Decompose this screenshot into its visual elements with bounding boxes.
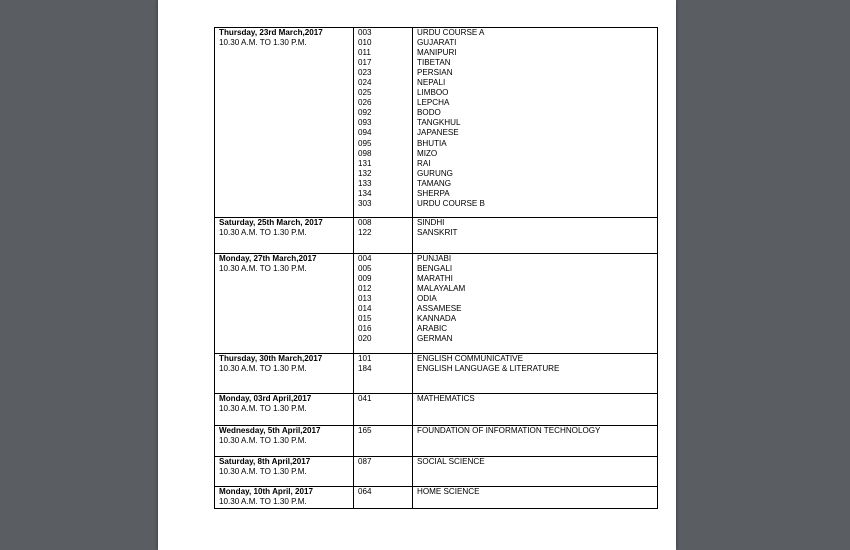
subject-cell: [413, 218, 658, 254]
subject-cell: [413, 457, 658, 487]
subject-cell: [413, 28, 658, 218]
code-cell: [354, 457, 413, 487]
subject-code: 303: [358, 198, 372, 208]
subject-cell: [413, 394, 658, 426]
subject-code: 004: [358, 254, 372, 263]
code-cell: [354, 394, 413, 426]
subject-code: 017: [358, 58, 372, 68]
exam-time: 10.30 A.M. TO 1.30 P.M.: [219, 364, 307, 374]
subject-code: 011: [358, 48, 371, 58]
exam-time: 10.30 A.M. TO 1.30 P.M.: [219, 38, 307, 48]
subject-name: SOCIAL SCIENCE: [417, 457, 485, 466]
subject-code: 133: [358, 178, 372, 188]
schedule-row: [215, 28, 658, 218]
subject-cell: [413, 254, 658, 354]
document-page: [158, 0, 676, 550]
date-cell: [215, 487, 354, 509]
schedule-row: [215, 457, 658, 487]
exam-date: Wednesday, 5th April,2017: [219, 426, 321, 435]
schedule-row: [215, 487, 658, 509]
date-cell: [215, 28, 354, 218]
date-cell: [215, 354, 354, 394]
code-cell: [354, 487, 413, 509]
subject-name: MANIPURI: [417, 48, 457, 58]
subject-code: 012: [358, 284, 372, 294]
exam-time: 10.30 A.M. TO 1.30 P.M.: [219, 497, 307, 507]
exam-date: Monday, 03rd April,2017: [219, 394, 312, 403]
subject-name: ASSAMESE: [417, 304, 462, 314]
exam-date: Thursday, 30th March,2017: [219, 354, 323, 363]
viewer-left-margin: [0, 0, 158, 550]
subject-code: 013: [358, 294, 372, 304]
subject-name: ENGLISH LANGUAGE & LITERATURE: [417, 364, 560, 374]
subject-name: SINDHI: [417, 218, 445, 227]
subject-code: 023: [358, 68, 372, 78]
subject-name: BENGALI: [417, 264, 453, 274]
date-cell: [215, 218, 354, 254]
subject-name: SHERPA: [417, 188, 450, 198]
subject-code: 087: [358, 457, 372, 466]
subject-name: BODO: [417, 108, 441, 118]
subject-name: LEPCHA: [417, 98, 450, 108]
subject-name: TAMANG: [417, 178, 452, 188]
schedule-row: [215, 394, 658, 426]
subject-code: 009: [358, 274, 372, 284]
subject-code: 016: [358, 324, 372, 334]
subject-code: 184: [358, 364, 372, 374]
date-cell: [215, 254, 354, 354]
subject-name: ARABIC: [417, 324, 448, 334]
exam-date: Saturday, 8th April,2017: [219, 457, 311, 466]
subject-code: 134: [358, 188, 372, 198]
subject-code: 095: [358, 138, 372, 148]
exam-date: Monday, 27th March,2017: [219, 254, 317, 263]
subject-name: PERSIAN: [417, 68, 453, 78]
subject-code: 005: [358, 264, 372, 274]
subject-name: MIZO: [417, 148, 438, 158]
subject-code: 025: [358, 88, 372, 98]
subject-name: LIMBOO: [417, 88, 449, 98]
code-cell: [354, 218, 413, 254]
subject-name: URDU COURSE A: [417, 28, 485, 37]
exam-time: 10.30 A.M. TO 1.30 P.M.: [219, 228, 307, 238]
date-cell: [215, 426, 354, 457]
subject-name: PUNJABI: [417, 254, 452, 263]
subject-code: 122: [358, 228, 372, 238]
subject-code: 131: [358, 158, 372, 168]
code-cell: [354, 354, 413, 394]
subject-name: MARATHI: [417, 274, 453, 284]
subject-code: 064: [358, 487, 372, 496]
subject-code: 010: [358, 38, 372, 48]
subject-code: 132: [358, 168, 372, 178]
date-cell: [215, 457, 354, 487]
subject-code: 041: [358, 394, 372, 403]
subject-name: TIBETAN: [417, 58, 451, 68]
subject-name: RAI: [417, 158, 431, 168]
exam-time: 10.30 A.M. TO 1.30 P.M.: [219, 467, 307, 477]
subject-name: GUJARATI: [417, 38, 457, 48]
subject-name: MATHEMATICS: [417, 394, 475, 403]
subject-name: GURUNG: [417, 168, 453, 178]
exam-schedule-table: [214, 27, 658, 509]
subject-name: SANSKRIT: [417, 228, 458, 238]
subject-code: 092: [358, 108, 372, 118]
subject-code: 026: [358, 98, 372, 108]
subject-code: 014: [358, 304, 372, 314]
subject-cell: [413, 487, 658, 509]
subject-name: MALAYALAM: [417, 284, 466, 294]
code-cell: [354, 426, 413, 457]
subject-name: KANNADA: [417, 314, 457, 324]
exam-time: 10.30 A.M. TO 1.30 P.M.: [219, 264, 307, 274]
exam-date: Saturday, 25th March, 2017: [219, 218, 323, 227]
subject-code: 024: [358, 78, 372, 88]
schedule-row: [215, 254, 658, 354]
subject-name: JAPANESE: [417, 128, 459, 138]
schedule-row: [215, 426, 658, 457]
subject-name: BHUTIA: [417, 138, 447, 148]
subject-cell: [413, 426, 658, 457]
subject-name: HOME SCIENCE: [417, 487, 480, 496]
subject-name: ODIA: [417, 294, 437, 304]
subject-code: 165: [358, 426, 372, 435]
schedule-row: [215, 354, 658, 394]
schedule-row: [215, 218, 658, 254]
code-cell: [354, 28, 413, 218]
subject-name: ENGLISH COMMUNICATIVE: [417, 354, 523, 363]
subject-code: 003: [358, 28, 372, 37]
subject-code: 094: [358, 128, 372, 138]
exam-time: 10.30 A.M. TO 1.30 P.M.: [219, 436, 307, 446]
subject-cell: [413, 354, 658, 394]
subject-name: FOUNDATION OF INFORMATION TECHNOLOGY: [417, 426, 601, 435]
subject-code: 015: [358, 314, 372, 324]
subject-code: 020: [358, 334, 372, 344]
exam-time: 10.30 A.M. TO 1.30 P.M.: [219, 404, 307, 414]
subject-name: NEPALI: [417, 78, 446, 88]
viewer-right-margin: [676, 0, 850, 550]
date-cell: [215, 394, 354, 426]
subject-name: URDU COURSE B: [417, 198, 485, 208]
subject-code: 093: [358, 118, 372, 128]
subject-code: 098: [358, 148, 372, 158]
code-cell: [354, 254, 413, 354]
subject-code: 101: [358, 354, 372, 363]
subject-code: 008: [358, 218, 372, 227]
exam-date: Monday, 10th April, 2017: [219, 487, 314, 496]
subject-name: GERMAN: [417, 334, 453, 344]
exam-date: Thursday, 23rd March,2017: [219, 28, 323, 37]
subject-name: TANGKHUL: [417, 118, 461, 128]
